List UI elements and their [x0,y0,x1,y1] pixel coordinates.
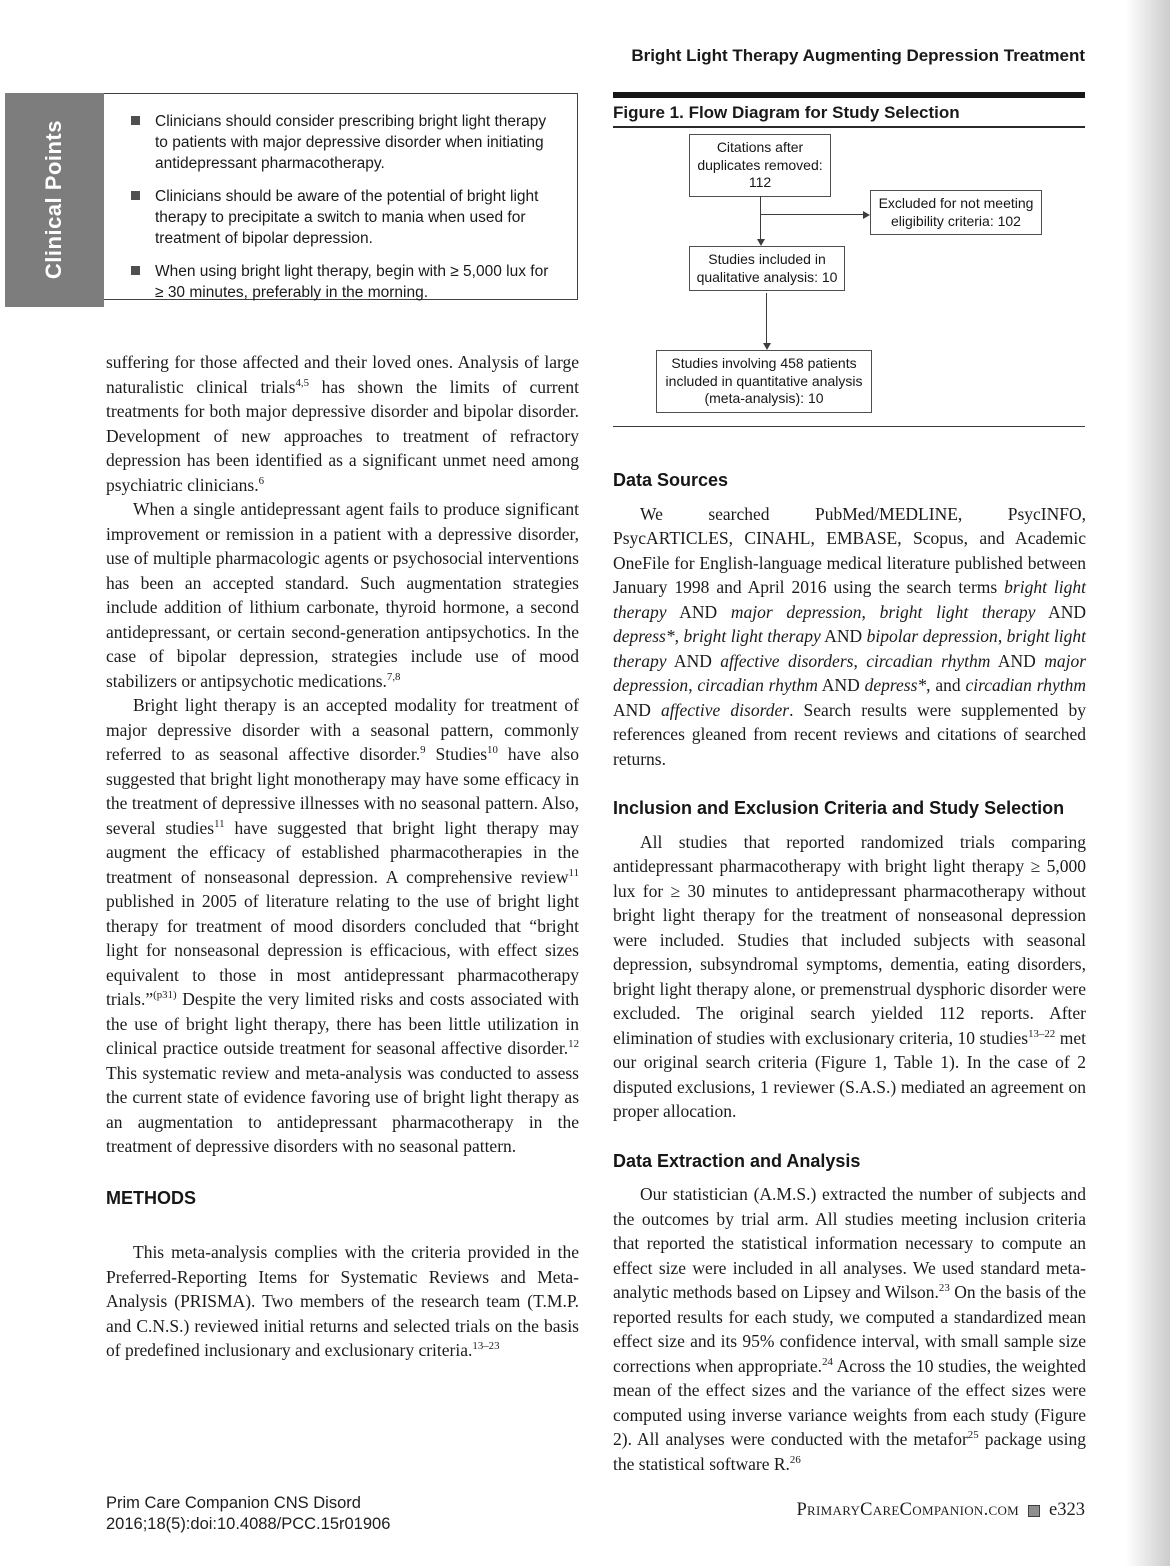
flow-box-excluded: Excluded for not meeting eligibility criteria: 102 [870,190,1042,235]
running-head: Bright Light Therapy Augmenting Depression Treatment [631,46,1085,65]
figure-title-rule [613,126,1085,128]
clinical-points-box [5,93,578,300]
flow-connector-vertical-2 [766,293,767,344]
clinical-points-item [131,186,559,249]
body-paragraph: Bright light therapy is an accepted modality for treatment of major depressive disorder with a seasonal pattern, commonly referred to as seasonal affective disorder.$^9$ Studies$^{10}$ have also suggested that bright light monotherapy may have some efficacy in the treatment of depressive illnesses with no seasonal pattern. Also, several studies$^{11}$ have suggested that bright light therapy may augment the efficacy of established pharmacotherapies in the treatment of nonseasonal depression. A comprehensive review$^{11}$ published in 2005 of literature relating to the use of bright light therapy for treatment of mood disorders concluded that “bright light for nonseasonal depression is efficacious, with effect sizes equivalent to those in most antidepressant pharmacotherapy trials.”$^{(p31)}$ Despite the very limited risks and costs associated with the use of bright light therapy, there has been little utilization in clinical practice outside treatment for seasonal affective disorder.$^{12}$ This systematic review and meta-analysis was conducted to assess the current state of evidence favoring use of bright light therapy as an augmentation to antidepressant pharmacotherapy in the treatment of depressive disorders with no seasonal pattern. [106,695,579,1156]
clinical-points-item-text: Clinicians should be aware of the potential of bright light therapy to precipitate a switch to mania when used for treatment of bipolar depression. [155,188,539,247]
figure-1 [613,92,1085,432]
flow-connector-vertical-1 [760,196,761,242]
flow-connector-horizontal [760,214,864,215]
data-extraction-heading: Data Extraction and Analysis [613,1150,861,1171]
footer-site-url: PrimaryCareCompanion.com [796,1500,1020,1520]
arrow-right-icon [863,211,870,219]
clinical-points-item [131,261,559,303]
clinical-points-item [131,111,559,174]
footer-journal-doi: 2016;18(5):doi:10.4088/PCC.15r01906 [106,1515,391,1533]
left-column [106,350,579,1363]
figure-top-bar [613,92,1085,98]
clinical-points-item-text: When using bright light therapy, begin with ≥ 5,000 lux for ≥ 30 minutes, preferably in the morning. [155,263,549,301]
clinical-points-item-text: Clinicians should consider prescribing bright light therapy to patients with major depressive disorder when initiating antidepressant pharmacotherapy. [155,113,547,172]
methods-heading: METHODS [106,1187,196,1208]
footer-journal-name: Prim Care Companion CNS Disord [106,1494,361,1512]
clinical-points-list [105,94,577,299]
footer-page-number: e323 [1049,1500,1085,1520]
data-sources-heading: Data Sources [613,470,729,490]
body-paragraph: We searched PubMed/MEDLINE, PsycINFO, PsycARTICLES, CINAHL, EMBASE, Scopus, and Academic OneFile for English-language medical literature published between January 1998 and April 2016 using the search terms bright light therapy AND major depression, bright light therapy AND depress*, bright light therapy AND bipolar depression, bright light therapy AND affective disorders, circadian rhythm AND major depression, circadian rhythm AND depress*, and circadian rhythm AND affective disorder. Search results were supplemented by references gleaned from recent reviews and citations of searched returns. [613,503,1087,769]
flow-box-quantitative: Studies involving 458 patients included in quantitative analysis (meta-analysis): 10 [656,350,872,413]
body-paragraph: Our statistician (A.M.S.) extracted the number of subjects and the outcomes by trial arm. All studies meeting inclusion criteria that reported the statistical information necessary to compute an effect size were included in all analyses. We used standard meta-analytic methods based on Lipsey and Wilson.$^{23}$ On the basis of the reported results for each study, we computed a standardized mean effect size and its 95% confidence interval, with small sample size corrections when appropriate.$^{24}$ Across the 10 studies, the weighted mean of the effect sizes and the variance of the effect sizes were computed using inverse variance weights from each study (Figure 2). All analyses were conducted with the metafor$^{25}$ package using the statistical software R.$^{26}$ [613,1184,1086,1474]
body-paragraph: All studies that reported randomized trials comparing antidepressant pharmacotherapy with bright light therapy ≥ 5,000 lux for ≥ 30 minutes to antidepressant pharmacotherapy without bright light therapy for the treatment of nonseasonal depression were included. Studies that included subjects with seasonal depression, subsyndromal symptoms, dementia, eating disorders, bright light therapy alone, or premenstrual dysphoric disorder were excluded. The original search yielded 112 reports. After elimination of studies with exclusionary criteria, 10 studies$^{13-22}$ met our original search criteria (Figure 1, Table 1). In the case of 2 disputed exclusions, 1 reviewer (S.A.S.) mediated an agreement on proper allocation. [613,831,1086,1121]
arrow-down-icon [763,343,771,350]
right-column [613,468,1086,1476]
figure-bottom-rule [613,426,1085,427]
flow-box-qualitative: Studies included in qualitative analysis: 10 [689,246,845,291]
figure-title: Figure 1. Flow Diagram for Study Selection [613,103,960,122]
footer-citation [106,1493,390,1535]
scan-edge-shadow [1126,0,1170,1566]
clinical-points-tab-label: Clinical Points [41,119,66,280]
footer-site-page [796,1500,1085,1521]
body-paragraph: When a single antidepressant agent fails to produce significant improvement or remission in a patient with a depressive disorder, use of multiple pharmacologic agents or psychosocial interventions has been an accepted standard. Such augmentation strategies include addition of lithium carbonate, thyroid hormone, a second antidepressant, or certain second-generation antipsychotics. In the case of bipolar depression, strategies include use of mood stabilizers or antipsychotic medications.$^{7,8}$ [106,499,579,691]
body-paragraph: This meta-analysis complies with the criteria provided in the Preferred-Reporting Items for Systematic Reviews and Meta-Analysis (PRISMA). Two members of the research team (T.M.P. and C.N.S.) reviewed initial returns and selected trials on the basis of predefined inclusionary and exclusionary criteria.$^{13-23}$ [106,1242,579,1360]
arrow-down-icon [757,239,765,246]
body-paragraph: suffering for those affected and their loved ones. Analysis of large naturalistic clinical trials$^{4,5}$ has shown the limits of current treatments for both major depressive disorder and bipolar disorder. Development of new approaches to treatment of refractory depression has been identified as a significant unmet need among psychiatric clinicians.$^6$ [106,352,579,495]
flow-box-citations: Citations after duplicates removed: 112 [689,134,831,197]
inclusion-exclusion-heading: Inclusion and Exclusion Criteria and Study Selection [613,798,1065,818]
clinical-points-tab [5,93,104,307]
square-bullet-icon [1028,1505,1040,1517]
